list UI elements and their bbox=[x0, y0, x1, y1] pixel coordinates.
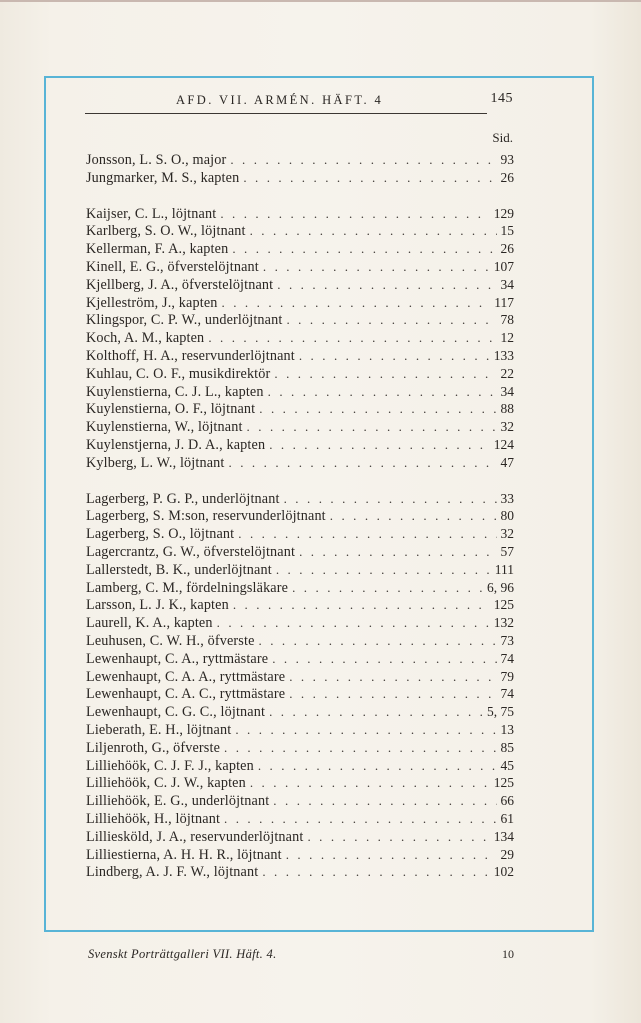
dot-leader bbox=[224, 810, 496, 828]
dot-leader bbox=[222, 294, 491, 312]
dot-leader bbox=[259, 632, 497, 650]
dot-leader bbox=[273, 792, 496, 810]
index-entry bbox=[86, 400, 514, 418]
entry-page: 32 bbox=[500, 419, 514, 435]
entry-name: Lilliehöök, H., löjtnant bbox=[86, 810, 221, 827]
entry-name: Kaijser, C. L., löjtnant bbox=[86, 205, 217, 222]
index-entry bbox=[86, 632, 514, 650]
entry-name: Leuhusen, C. W. H., öfverste bbox=[86, 632, 255, 649]
dot-leader bbox=[274, 365, 496, 383]
entry-page: 129 bbox=[493, 205, 514, 221]
index-entry bbox=[86, 205, 514, 223]
entry-page: 57 bbox=[500, 543, 514, 559]
entry-page: 29 bbox=[500, 846, 514, 862]
entry-page: 88 bbox=[500, 401, 514, 417]
entry-page: 73 bbox=[500, 632, 514, 648]
dot-leader bbox=[268, 383, 497, 401]
page-number: 145 bbox=[490, 91, 513, 106]
entry-name: Lagercrantz, G. W., öfverstelöjtnant bbox=[86, 543, 296, 560]
entry-page: 85 bbox=[500, 739, 514, 755]
index-entry bbox=[86, 507, 514, 525]
running-header: AFD. VII. ARMÉN. HÄFT. 4 bbox=[176, 93, 384, 107]
dot-leader bbox=[232, 240, 496, 258]
index-entry bbox=[86, 757, 514, 775]
dot-leader bbox=[217, 614, 490, 632]
entry-name: Kylberg, L. W., löjtnant bbox=[86, 454, 225, 471]
dot-leader bbox=[263, 258, 490, 276]
index-entry bbox=[86, 240, 514, 258]
dot-leader bbox=[286, 846, 497, 864]
index-entry bbox=[86, 222, 514, 240]
entry-name: Lilliestierna, A. H. H. R., löjtnant bbox=[86, 846, 282, 863]
entry-name: Lieberath, E. H., löjtnant bbox=[86, 721, 232, 738]
index-entry bbox=[86, 151, 514, 169]
entry-page: 66 bbox=[500, 793, 514, 809]
entry-page: 45 bbox=[500, 757, 514, 773]
index-entry bbox=[86, 863, 514, 881]
dot-leader bbox=[330, 507, 497, 525]
dot-leader bbox=[250, 222, 497, 240]
index-entry bbox=[86, 525, 514, 543]
entry-page: 80 bbox=[500, 508, 514, 524]
index-entry bbox=[86, 685, 514, 703]
dot-leader bbox=[272, 650, 496, 668]
entry-page: 117 bbox=[494, 294, 514, 310]
entry-page: 78 bbox=[500, 312, 514, 328]
entry-name: Karlberg, S. O. W., löjtnant bbox=[86, 223, 246, 240]
dot-leader bbox=[208, 329, 496, 347]
entry-name: Lewenhaupt, C. G. C., löjtnant bbox=[86, 704, 266, 721]
dot-leader bbox=[286, 311, 496, 329]
entry-name: Laurell, K. A., kapten bbox=[86, 615, 213, 632]
entry-page: 6, 96 bbox=[487, 579, 514, 595]
index-entry bbox=[86, 329, 514, 347]
dot-leader bbox=[289, 685, 496, 703]
page-column-label: Sid. bbox=[492, 130, 513, 145]
entry-page: 34 bbox=[500, 383, 514, 399]
entry-name: Jonsson, L. S. O., major bbox=[86, 152, 227, 168]
entry-page: 15 bbox=[500, 223, 514, 239]
entry-name: Lagerberg, S. M:son, reservunderlöjtnant bbox=[86, 508, 326, 525]
index-entry bbox=[86, 561, 514, 579]
entry-name: Kuylenstierna, C. J. L., kapten bbox=[86, 383, 264, 400]
entry-page: 125 bbox=[493, 597, 514, 613]
dot-leader bbox=[230, 151, 496, 169]
entry-name: Kinell, E. G., öfverstelöjtnant bbox=[86, 258, 259, 275]
index-entry bbox=[86, 614, 514, 632]
dot-leader bbox=[258, 757, 497, 775]
entry-page: 102 bbox=[493, 864, 514, 880]
index-entry bbox=[86, 436, 514, 454]
entry-page: 134 bbox=[493, 828, 514, 844]
entry-name: Lewenhaupt, C. A. A., ryttmästare bbox=[86, 668, 286, 685]
index-entry bbox=[86, 596, 514, 614]
dot-leader bbox=[299, 543, 496, 561]
dot-leader bbox=[220, 205, 489, 223]
top-edge-rule bbox=[0, 0, 641, 2]
entry-name: Kuylenstierna, W., löjtnant bbox=[86, 419, 243, 436]
entry-name: Lamberg, C. M., fördelningsläkare bbox=[86, 579, 289, 596]
entry-name: Lindberg, A. J. F. W., löjtnant bbox=[86, 864, 259, 881]
entry-page: 61 bbox=[500, 810, 514, 826]
index-entry bbox=[86, 490, 514, 508]
entry-name: Jungmarker, M. S., kapten bbox=[86, 169, 240, 186]
entry-page: 74 bbox=[500, 650, 514, 666]
entry-page: 79 bbox=[500, 668, 514, 684]
index-entry bbox=[86, 846, 514, 864]
dot-leader bbox=[233, 596, 490, 614]
entry-page: 111 bbox=[494, 561, 514, 577]
index-entry bbox=[86, 543, 514, 561]
entry-name: Kuylenstierna, O. F., löjtnant bbox=[86, 401, 256, 418]
entry-name: Lagerberg, P. G. P., underlöjtnant bbox=[86, 490, 280, 507]
index-entry bbox=[86, 721, 514, 739]
index-entry bbox=[86, 365, 514, 383]
entry-name: Kuhlau, C. O. F., musikdirektör bbox=[86, 365, 271, 382]
dot-leader bbox=[259, 400, 496, 418]
entry-page: 34 bbox=[500, 276, 514, 292]
index-entry bbox=[86, 276, 514, 294]
dot-leader bbox=[289, 668, 496, 686]
entry-page: 132 bbox=[493, 615, 514, 631]
entry-name: Kellerman, F. A., kapten bbox=[86, 241, 229, 258]
entry-page: 33 bbox=[500, 490, 514, 506]
entry-page: 13 bbox=[500, 721, 514, 737]
entry-page: 32 bbox=[500, 526, 514, 542]
index-entry bbox=[86, 347, 514, 365]
index-entry bbox=[86, 258, 514, 276]
entry-name: Lewenhaupt, C. A. C., ryttmästare bbox=[86, 686, 286, 703]
entry-page: 107 bbox=[493, 258, 514, 274]
dot-leader bbox=[269, 703, 483, 721]
entry-page: 74 bbox=[500, 686, 514, 702]
entry-name: Lilliehöök, E. G., underlöjtnant bbox=[86, 793, 270, 810]
dot-leader bbox=[277, 276, 496, 294]
dot-leader bbox=[250, 774, 490, 792]
index-entry bbox=[86, 383, 514, 401]
entry-name: Kjelleström, J., kapten bbox=[86, 294, 218, 311]
entry-name: Lilliesköld, J. A., reservunderlöjtnant bbox=[86, 828, 304, 845]
index-entry bbox=[86, 828, 514, 846]
entry-name: Kolthoff, H. A., reservunderlöjtnant bbox=[86, 347, 295, 364]
entry-name: Koch, A. M., kapten bbox=[86, 330, 205, 347]
dot-leader bbox=[307, 828, 489, 846]
entry-page: 133 bbox=[493, 347, 514, 363]
index-entry bbox=[86, 703, 514, 721]
dot-leader bbox=[224, 739, 496, 757]
dot-leader bbox=[299, 347, 490, 365]
entry-page: 93 bbox=[500, 152, 514, 167]
entry-name: Lilliehöök, C. J. F. J., kapten bbox=[86, 757, 254, 774]
dot-leader bbox=[243, 169, 496, 187]
entry-name: Kuylenstjerna, J. D. A., kapten bbox=[86, 436, 266, 453]
entry-name: Kjellberg, J. A., öfverstelöjtnant bbox=[86, 276, 274, 293]
dot-leader bbox=[284, 490, 497, 508]
footer-signature-mark: 10 bbox=[502, 947, 514, 961]
entry-page: 26 bbox=[500, 241, 514, 257]
entry-name: Larsson, L. J. K., kapten bbox=[86, 597, 229, 614]
entry-page: 26 bbox=[500, 169, 514, 185]
entry-page: 5, 75 bbox=[487, 704, 514, 720]
entry-name: Lewenhaupt, C. A., ryttmästare bbox=[86, 650, 269, 667]
entry-name: Lallerstedt, B. K., underlöjtnant bbox=[86, 561, 272, 578]
index-entry bbox=[86, 810, 514, 828]
index-entry bbox=[86, 668, 514, 686]
dot-leader bbox=[262, 863, 489, 881]
entry-page: 47 bbox=[500, 454, 514, 470]
index-entry bbox=[86, 774, 514, 792]
entry-name: Lagerberg, S. O., löjtnant bbox=[86, 526, 235, 543]
index-entry bbox=[86, 418, 514, 436]
index-entry bbox=[86, 454, 514, 472]
footer-publication-title: Svenskt Porträttgalleri VII. Häft. 4. bbox=[88, 947, 277, 961]
index-entry bbox=[86, 579, 514, 597]
index-entry bbox=[86, 311, 514, 329]
entry-page: 22 bbox=[500, 365, 514, 381]
entry-page: 124 bbox=[493, 436, 514, 452]
dot-leader bbox=[229, 454, 497, 472]
entry-page: 12 bbox=[500, 330, 514, 346]
dot-leader bbox=[269, 436, 490, 454]
entry-name: Liljenroth, G., öfverste bbox=[86, 739, 221, 756]
dot-leader bbox=[292, 579, 483, 597]
entry-name: Klingspor, C. P. W., underlöjtnant bbox=[86, 312, 283, 329]
index-entry bbox=[86, 294, 514, 312]
entry-page: 125 bbox=[493, 775, 514, 791]
dot-leader bbox=[238, 525, 496, 543]
dot-leader bbox=[247, 418, 497, 436]
header-rule bbox=[85, 113, 487, 114]
index-entry bbox=[86, 739, 514, 757]
entry-name: Lilliehöök, C. J. W., kapten bbox=[86, 775, 246, 792]
dot-leader bbox=[235, 721, 496, 739]
dot-leader bbox=[276, 561, 491, 579]
index-entry bbox=[86, 650, 514, 668]
index-entry bbox=[86, 792, 514, 810]
index-entry bbox=[86, 169, 514, 187]
